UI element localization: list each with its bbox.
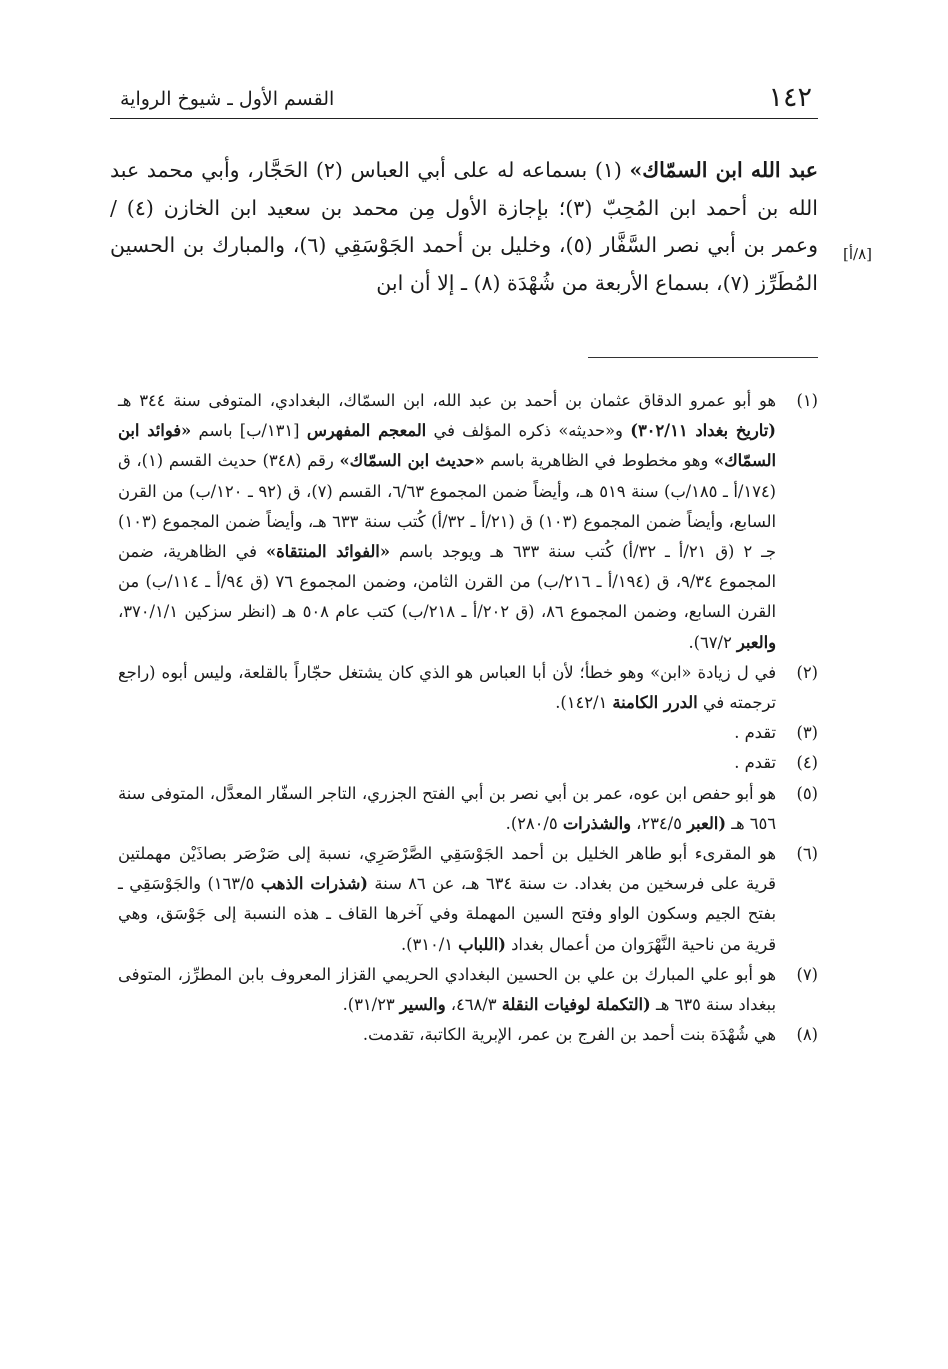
- footnote-text-run: هو المقرىء أبو طاهر الخليل بن أحمد الجَوْسَقِي الصَّرْصَرِي، نسبة إلى صَرْصَر بصاذَيْن مهملتين قرية على فرسخين من بغداد. ت سنة ٦٣٤ هـ، عن ٨٦ سنة: [118, 844, 776, 894]
- footnote-text-run: ٣١/٢٣).: [342, 995, 395, 1015]
- footnote-number: (٤): [796, 753, 818, 773]
- footnote-bold-ref: المعجم المفهرس: [306, 421, 427, 441]
- footnote-text: [118, 839, 776, 960]
- footnote-text: تقدم .: [734, 753, 776, 773]
- manuscript-folio-note: [٨/أ]: [843, 245, 873, 263]
- footnote-7: [118, 960, 818, 1020]
- footnote-text-run: ٢٨٠/٥).: [505, 813, 558, 833]
- footnote-5: [118, 779, 818, 839]
- footnote-number: (٥): [796, 783, 818, 803]
- footnote-6: [118, 839, 818, 960]
- footnote-bold-ref: (اللباب: [458, 934, 506, 954]
- footnote-text-run: [١٣١/ب] باسم: [198, 421, 300, 441]
- footnote-bold-ref: «فوائد ابن السمّاك»: [118, 421, 776, 471]
- footnote-text: تقدم .: [734, 723, 776, 743]
- footnote-text-run: و«حديثه» ذكره المؤلف في: [433, 421, 623, 441]
- main-paragraph-text: (١) بسماعه له على أبي العباس (٢) الحَجَّار، وأبي محمد عبد الله بن أحمد ابن المُحِبّ (٣)؛ بإجازة الأول مِن محمد بن سعيد ابن الخازن (٤) / وعمر بن أبي نصر السَّفَّار (٥)، وخليل بن أحمد الجَوْسَقِي (٦)، والمبارك بن الحسين المُطَرِّز (٧)، بسماع الأربعة من شُهْدَة (٨) ـ إلا أن ابن: [110, 158, 819, 295]
- footnote-text: [118, 960, 776, 1020]
- footnote-text: [118, 779, 776, 839]
- footnote-text-run: ١٦٣/٥) والجَوْسَقِي ـ بفتح الجيم وسكون الواو وفتح السين المهملة وفي آخرها القاف ـ هذه النسبة إلى جَوْسَق، وهي قرية من ناحية النَّهْرَوان من أعمال بغداد: [118, 874, 776, 954]
- footnote-number: (٣): [796, 723, 818, 743]
- page-header: [110, 78, 818, 119]
- footnote-text-run: ٤٦٨/٣،: [450, 995, 497, 1015]
- footnote-text-run: هو أبو حفص ابن عوه، عمر بن أبي نصر بن أبي الفتح الجزري، التاجر السفّار المعدَّل، المتوفى سنة ٦٥٦ هـ: [118, 783, 776, 833]
- footnote-number: (٧): [796, 964, 818, 984]
- footnote-number: (٦): [796, 844, 818, 864]
- footnote-text-run: في ل زيادة «ابن» وهو خطأ؛ لأن أبا العباس هو الذي كان يشتغل حجّاراً بالقلعة، وليس أبوه (راجع ترجمته في: [118, 662, 776, 713]
- main-text: [110, 152, 818, 302]
- footnote-bold-ref: والشذرات: [562, 813, 631, 833]
- footnote-4: [118, 748, 818, 778]
- footnote-8: [118, 1020, 818, 1050]
- footnote-3: [118, 718, 818, 748]
- footnote-text-run: في الظاهرية، ضمن المجموع ٩/٣٤، ق (١٩٤/أ ـ ٢١٦/ب) من القرن الثامن، وضمن المجموع ٧٦ (ق ٩٤/أ ـ ١١٤/ب) من القرن السابع، وضمن المجموع ٨٦، (ق ٢٠٢/أ ـ ٢١٨/ب) كتب عام ٥٠٨ هـ (انظر سزكين ٣٧٠/١/١،: [118, 542, 776, 622]
- footnote-bold-ref: (العبر: [687, 813, 727, 833]
- main-paragraph: [110, 152, 818, 302]
- footnote-number: (٨): [796, 1025, 818, 1045]
- footnote-number: (٢): [796, 662, 818, 682]
- footnote-text-run: هو أبو علي المبارك بن علي بن الحسين البغدادي الحريمي القزاز المعروف بابن المطرِّز، المتوفى ببغداد سنة ٦٣٥ هـ: [118, 964, 776, 1015]
- footnote-text-run: ٦٧/٢).: [688, 632, 732, 652]
- footnote-bold-ref: والعبر: [736, 632, 776, 652]
- footnotes: [118, 386, 818, 1050]
- footnote-bold-ref: (تاريخ بغداد ٣٠٢/١١): [630, 421, 776, 441]
- footnote-number: (١): [796, 391, 818, 410]
- footnote-separator: [588, 357, 818, 358]
- footnote-bold-ref: «الفوائد المنتقاة»: [265, 542, 391, 562]
- footnote-text-run: وهو مخطوط في الظاهرية باسم: [490, 451, 709, 471]
- running-title: القسم الأول ـ شيوخ الرواية: [120, 88, 335, 110]
- footnote-text-run: هو أبو عمرو الدقاق عثمان بن أحمد بن عبد الله، ابن السمّاك، البغدادي، المتوفى سنة ٣٤٤ هـ: [118, 391, 776, 410]
- footnote-2: [118, 658, 818, 718]
- footnote-bold-ref: «حديث ابن السمّاك»: [339, 451, 485, 471]
- footnote-text-run: ٣١٠/١).: [400, 934, 453, 954]
- footnote-bold-ref: (شذرات الذهب: [260, 874, 368, 894]
- footnote-bold-ref: (التكملة لوفيات النقلة: [501, 995, 651, 1015]
- footnote-1: [118, 386, 818, 658]
- footnote-bold-ref: الدرر الكامنة: [612, 693, 698, 713]
- footnote-text: [118, 658, 776, 718]
- footnote-text-run: ١٤٢/١).: [555, 693, 608, 713]
- footnote-text-run: رقم (٣٤٨) حديث القسم (١)، ق (١٧٤/أ ـ ١٨٥/ب) سنة ٥١٩ هـ، وأيضاً ضمن المجموع ٦/٦٣، القسم (٧)، ق (٩٢ ـ ١٢٠/ب) من القرن السابع، وأيضاً ضمن المجموع (١٠٣) ق (٢١/أ ـ ٣٢/أ) كُتب سنة ٦٣٣ هـ، وأيضاً ضمن المجموع (١٠٣) جـ ٢ (ق ٢١/أ ـ ٣٢/أ) كُتب سنة ٦٣٣ هـ ويوجد باسم: [118, 451, 777, 562]
- footnote-text-run: ٢٣٤/٥،: [636, 813, 682, 833]
- footnote-text: [118, 386, 776, 658]
- footnote-bold-ref: والسير: [399, 995, 446, 1015]
- page-number: ١٤٢: [768, 82, 812, 113]
- footnote-text: هي شُهْدَة بنت أحمد بن الفرج بن عمر، الإبرية الكاتبة، تقدمت.: [362, 1025, 776, 1045]
- bold-name: عبد الله ابن السمّاك»: [629, 158, 818, 182]
